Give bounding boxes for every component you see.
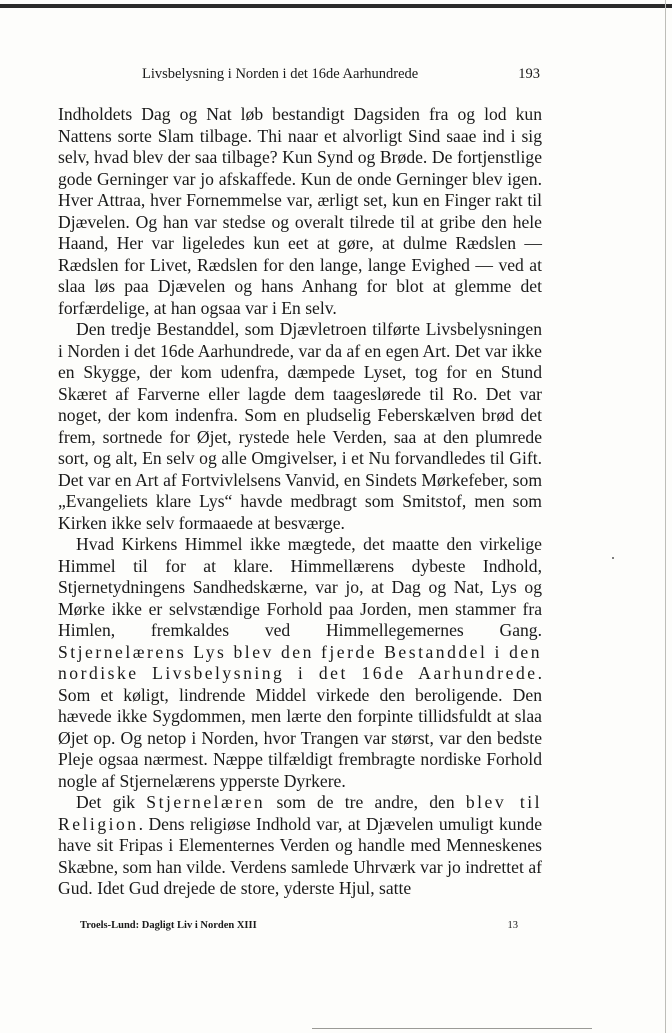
margin-speck — [612, 557, 614, 559]
paragraph — [58, 792, 542, 900]
spaced-emphasis-text: blev til Religion — [58, 792, 542, 834]
page-number: 193 — [518, 66, 540, 82]
spaced-emphasis-text: Stjernelæren — [146, 792, 266, 812]
paragraph-text: Det gik — [76, 792, 147, 812]
signature-mark: 13 — [507, 920, 518, 931]
paragraph-text: som de tre andre, den — [265, 792, 466, 812]
bottom-page-edge-rule — [312, 1028, 592, 1029]
paragraph — [58, 534, 542, 792]
body-text — [58, 104, 542, 900]
spaced-emphasis-text: Stjernelærens Lys blev den fjerde Bestanddel i den nordiske Livsbelysning i det 16de Aarhundrede — [58, 641, 542, 683]
paragraph — [58, 319, 542, 534]
paragraph-text: . Som et køligt, lindrende Middel virkede den beroligende. Den hævede ikke Sygdommen, men lærte den forpinte tillidsfuldt at slaa Øjet op. Og netop i Norden, hvor Trangen var størst, var den bedste Pleje ogsaa nærmest. Næppe tilfældigt frembragte nordiske Forhold nogle af Stjernelærens ypperste Dyrkere. — [58, 663, 542, 791]
paragraph-text: Hvad Kirkens Himmel ikke mægtede, det maatte den virkelige Himmel til for at klare. Himmellærens dybeste Indhold, Stjernetydningens Sandhedskærne, var jo, at Dag og Nat, Lys og Mørke ikke er selvstændige Forhold paa Jorden, men stammer fra Himlen, fremkaldes ved Himmellegemernes Gang. — [58, 534, 542, 640]
running-title: Livsbelysning i Norden i det 16de Aarhundrede — [142, 66, 419, 82]
footer-credit: Troels-Lund: Dagligt Liv i Norden XIII — [80, 920, 257, 931]
page-footer — [80, 920, 518, 936]
top-page-edge-rule — [0, 4, 672, 8]
paragraph-text: Indholdets Dag og Nat løb bestandigt Dagsiden fra og lod kun Nattens sorte Slam tilbage. Thi naar et alvorligt Sind saae ind i sig selv, hvad blev der saa tilbage? Kun Synd og Brøde. De fortjenstlige gode Gerninger var jo afskaffede. Kun de onde Gerninger blev igen. Hver Attraa, hver Fornemmelse var, ærligt set, kun en Finger rakt til Djævelen. Og han var stedse og overalt tilrede til at gribe den hele Haand, Her var ligeledes kun eet at gøre, at dulme Rædslen — Rædslen for Livet, Rædslen for den lange, lange Evighed — ved at slaa løs paa Djævelen og hans Anhang for blot at glemme det forfærdelige, at han ogsaa var i En selv. — [58, 104, 542, 318]
paragraph-text: . Dens religiøse Indhold var, at Djævelen umuligt kunde have sit Fripas i Elementernes Verden og handle med Menneskenes Skæbne, som han vilde. Verdens samlede Uhrværk var jo indrettet af Gud. Idet Gud drejede de store, yderste Hjul, satte — [58, 813, 542, 898]
right-page-edge — [665, 0, 666, 1033]
paragraph-text: Den tredje Bestanddel, som Djævletroen tilførte Livsbelysningen i Norden i det 16de Aarhundrede, var da af en egen Art. Det var ikke en Skygge, der kom udenfra, dæmpede Lyset, tog for en Stund Skæret af Farverne eller lagde dem taageslørede til Ro. Det var noget, der kom indenfra. Som en pludselig Feberskælven brød det frem, sortnede for Øjet, rystede hele Verden, saa at den plumrede sort, og alt, En selv og alle Omgivelser, i et Nu forvandledes til Gift. Det var en Art af Fortvivlelsens Vanvid, en Sindets Mørkefeber, som „Evangeliets klare Lys“ havde medbragt som Smitstof, men som Kirken ikke selv formaaede at besværge. — [58, 319, 542, 533]
paragraph — [58, 104, 542, 319]
running-header — [58, 66, 540, 86]
